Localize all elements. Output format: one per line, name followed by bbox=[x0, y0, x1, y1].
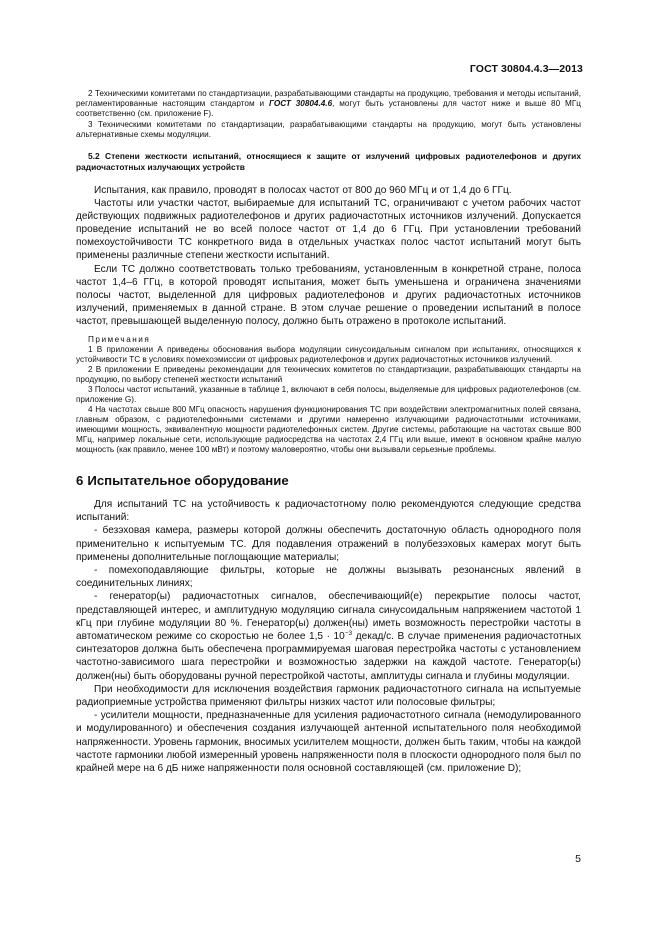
note-text: 2 Техническими комитетами по стандартизации, разрабатывающими стандарты на продукцию, требования и методы испытаний, регламентированные настоящим стандартом и bbox=[76, 89, 581, 108]
list-item: - помехоподавляющие фильтры, которые не должны вызывать резонансных явлений в соединительных линиях; bbox=[76, 565, 581, 590]
note-text: , могут быть установлены для частот ниже и выше 80 МГц соответственно (см. приложение F). bbox=[76, 99, 581, 118]
page-content bbox=[76, 89, 581, 775]
section-heading-5-2: 5.2 Степени жесткости испытаний, относящиеся к защите от излучений цифровых радиотелефонов и других радиочастотных излучающих устройств bbox=[76, 151, 581, 172]
paragraph: Частоты или участки частот, выбираемые для испытаний ТС, ограничивают с учетом рабочих частот действующих подвижных радиотелефонов и других радиочастотных источников излучений. Допускается проведение испытаний не во всей полосе частот от 1,4 до 6 ГГц. При установлении требований помехоустойчивости ТС конкретного вида в отдельных участках полос частот испытаний могут быть применены различные степени жесткости испытаний. bbox=[76, 198, 581, 262]
standard-reference: ГОСТ 30804.4.6 bbox=[268, 99, 333, 108]
section-6-body bbox=[76, 498, 581, 775]
section-number: 6 bbox=[76, 473, 84, 489]
paragraph: Испытания, как правило, проводят в полосах частот от 800 до 960 МГц и от 1,4 до 6 ГГц. bbox=[94, 185, 512, 196]
list-item-text: декад/с. В случае применения радиочастотных синтезаторов должна быть обеспечена программируемая шаговая перестройка частоты с установлением частотно-зависимого шага перестройки и возможностью задержки на каждой частоте. Генератор(ы) должен(ны) быть оборудованы ручной перестройкой частоты, амплитуды сигнала и глубины модуляции. bbox=[76, 631, 581, 682]
note-paragraph bbox=[76, 89, 581, 119]
document-code-header: ГОСТ 30804.4.3—2013 bbox=[469, 63, 583, 75]
list-item: - безэховая камера, размеры которой должны обеспечить достаточную область однородного поля применительно к испытуемым ТС. Для подавления отражений в полубезэховых камерах могут быть применены дополнительные поглощающие материалы; bbox=[76, 525, 581, 563]
page-number: 5 bbox=[575, 853, 581, 865]
paragraph: Если ТС должно соответствовать только требованиям, установленным в конкретной стране, полоса частот 1,4–6 ГГц, в которой проводят испытания, может быть уменьшена и ограничена значениями полосы частот, выделенной для цифровых радиотелефонов и других радиочастотных источников излучений, применяемых в данной стране. В этом случае решение о проведении испытаний в полосе частот, превышающей выделенную полосу, должно быть отражено в протоколе испытаний. bbox=[76, 263, 581, 327]
note-paragraph: 4 На частотах свыше 800 МГц опасность нарушения функционирования ТС при воздействии электромагнитных полей связана, главным образом, с радиотелефонными системами и другими намеренно излучающими радиочастотными источниками, имеющими мощность, эквивалентную мощности радиотелефонных систем. Другие системы, работающие на частотах свыше 800 МГц, например локальные сети, использующие радиосредства на частотах 2,4 ГГц или выше, имеют в основном крайне малую мощность (как правило, менее 100 мВт) и поэтому маловероятно, чтобы они вызывали серьезные проблемы. bbox=[76, 405, 581, 455]
note-paragraph: 3 Полосы частот испытаний, указанные в таблице 1, включают в себя полосы, выделяемые для цифровых радиотелефонов (см. приложение G). bbox=[76, 385, 581, 405]
list-item: - усилители мощности, предназначенные для усиления радиочастотного сигнала (немодулированного и модулированного) и обеспечения создания излучающей антенной испытательного поля необходимой напряженности. Уровень гармоник, вносимых усилителем мощности, должен быть таким, чтобы на каждой частоте гармоники любой измеренный уровень напряженности поля в плоскости однородного поля был по крайней мере на 6 дБ ниже напряженности поля основной составляющей (см. приложение D); bbox=[76, 710, 581, 775]
exponent: −3 bbox=[344, 630, 353, 638]
list-item bbox=[76, 590, 581, 682]
paragraph: Для испытаний ТС на устойчивость к радиочастотному полю рекомендуются следующие средства испытаний: bbox=[76, 499, 581, 524]
list-item-text: - генератор(ы) радиочастотных сигналов, обеспечивающий(е) перекрытие полосы частот, представляющей интерес, и амплитудную модуляцию сигнала синусоидальным напряжением частотой 1 кГц при глубине модуляции 80 %. Генератор(ы) должен(ны) иметь возможность перестройки частоты в автоматическом режиме со скоростью не более 1,5 · 10 bbox=[76, 591, 581, 643]
note-paragraph: 1 В приложении А приведены обоснования выбора модуляции синусоидальным сигналом при испытаниях, относящихся к устойчивости ТС в условиях помехоэмиссии от цифровых радиотелефонов и других радиочастотных источников излучений. bbox=[76, 345, 581, 365]
notes-block bbox=[76, 335, 581, 455]
section-title: Испытательное оборудование bbox=[87, 473, 289, 489]
section-5-2-body bbox=[76, 184, 581, 328]
top-notes bbox=[76, 89, 581, 140]
section-heading-6 bbox=[76, 473, 581, 488]
paragraph: При необходимости для исключения воздействия гармоник радиочастотного сигнала на испытуемые радиоприемные устройства применяют фильтры низких частот или полосовые фильтры; bbox=[76, 683, 581, 709]
note-paragraph: 2 В приложении Е приведены рекомендации для технических комитетов по стандартизации, разрабатывающих стандарты на продукцию, по выбору степеней жесткости испытаний bbox=[76, 365, 581, 385]
note-paragraph: 3 Техническими комитетами по стандартизации, разрабатывающими стандарты на продукцию, могут быть установлены альтернативные схемы модуляции. bbox=[76, 120, 581, 139]
notes-title: Примечания bbox=[88, 335, 151, 345]
